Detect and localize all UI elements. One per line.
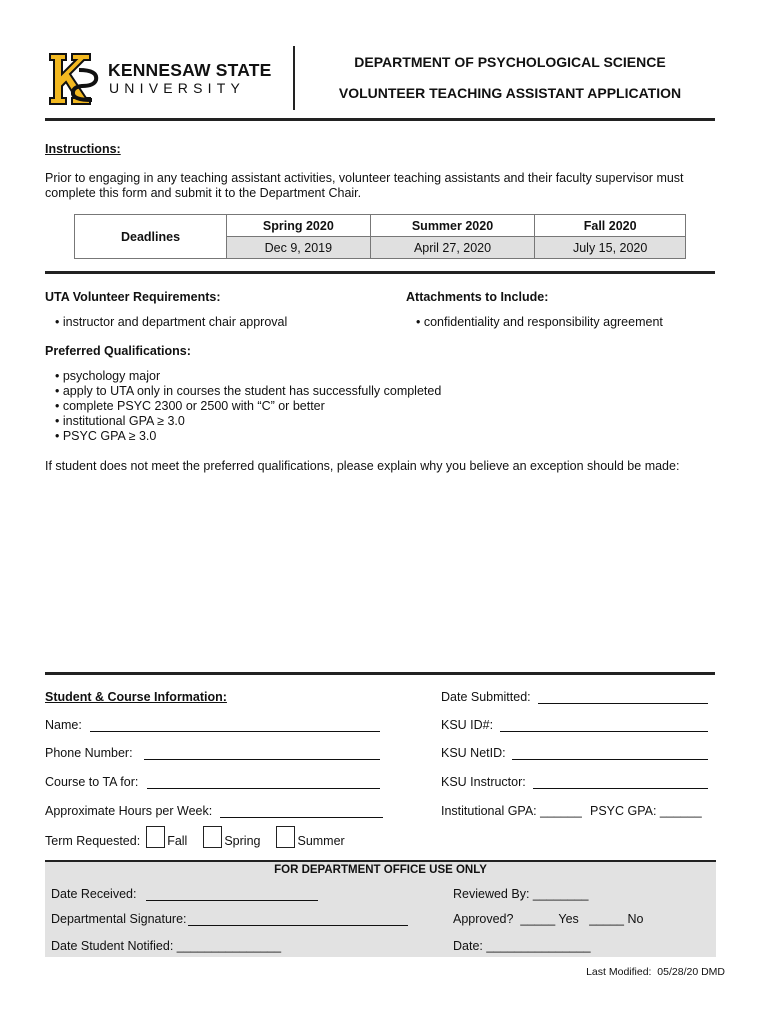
deadline-term: Summer 2020	[370, 215, 535, 237]
office-heading: FOR DEPARTMENT OFFICE USE ONLY	[274, 864, 487, 876]
exception-textarea[interactable]	[45, 478, 715, 668]
dept-signature-label: Departmental Signature:	[51, 912, 187, 926]
logo-line1: KENNESAW STATE	[108, 60, 272, 80]
instructions-line1: Prior to engaging in any teaching assistant activities, volunteer teaching assistants and their faculty supervisor must	[45, 171, 684, 185]
requirements-heading: UTA Volunteer Requirements:	[45, 290, 221, 304]
student-heading: Student & Course Information:	[45, 690, 227, 704]
list-item: • PSYC GPA ≥ 3.0	[55, 429, 157, 443]
office-date[interactable]: Date: _______________	[453, 939, 591, 953]
list-item: • psychology major	[55, 369, 161, 383]
course-label: Course to TA for:	[45, 775, 139, 789]
instructions-line2: complete this form and submit it to the Department Chair.	[45, 186, 362, 200]
deadlines-table	[74, 214, 686, 259]
deadline-date: July 15, 2020	[535, 237, 686, 259]
course-field[interactable]	[147, 788, 380, 789]
phone-label: Phone Number:	[45, 746, 133, 760]
term-requested	[45, 824, 345, 850]
header-rule	[45, 118, 715, 121]
term-summer-label: Summer	[297, 834, 345, 848]
list-item: • institutional GPA ≥ 3.0	[55, 414, 185, 428]
logo-line2: UNIVERSITY	[109, 80, 246, 96]
deadline-term: Fall 2020	[535, 215, 686, 237]
term-spring-checkbox[interactable]	[203, 826, 222, 848]
phone-field[interactable]	[144, 759, 380, 760]
instructor-field[interactable]	[533, 788, 708, 789]
attachments-item: • confidentiality and responsibility agreement	[416, 315, 663, 329]
dept-signature-field[interactable]	[188, 925, 408, 926]
qualifications-heading: Preferred Qualifications:	[45, 344, 191, 358]
date-received-field[interactable]	[146, 900, 318, 901]
list-item: • apply to UTA only in courses the student has successfully completed	[55, 384, 442, 398]
reviewed-by[interactable]: Reviewed By: ________	[453, 887, 589, 901]
student-rule	[45, 672, 715, 675]
form-title: VOLUNTEER TEACHING ASSISTANT APPLICATION	[338, 85, 682, 101]
instructor-label: KSU Instructor:	[441, 775, 526, 789]
ksu-logo	[46, 50, 276, 108]
deadline-date: April 27, 2020	[370, 237, 535, 259]
ksu-id-label: KSU ID#:	[441, 718, 494, 732]
ksu-id-field[interactable]	[500, 731, 708, 732]
attachments-heading: Attachments to Include:	[406, 290, 549, 304]
netid-label: KSU NetID:	[441, 746, 506, 760]
requirements-item: • instructor and department chair approval	[55, 315, 288, 329]
deadline-date: Dec 9, 2019	[227, 237, 371, 259]
hours-field[interactable]	[220, 817, 383, 818]
term-spring-label: Spring	[224, 834, 261, 848]
term-label: Term Requested:	[45, 834, 141, 848]
date-submitted-field[interactable]	[538, 703, 708, 704]
term-fall-label: Fall	[167, 834, 188, 848]
ksu-monogram-icon	[46, 50, 102, 108]
header-divider	[293, 46, 295, 110]
deadline-term: Spring 2020	[227, 215, 371, 237]
date-notified[interactable]: Date Student Notified: _______________	[51, 939, 282, 953]
date-received-label: Date Received:	[51, 887, 137, 901]
name-field[interactable]	[90, 731, 380, 732]
dept-title: DEPARTMENT OF PSYCHOLOGICAL SCIENCE	[354, 54, 666, 70]
exception-prompt: If student does not meet the preferred qualifications, please explain why you believe an exception should be made:	[45, 459, 680, 473]
netid-field[interactable]	[512, 759, 708, 760]
name-label: Name:	[45, 718, 82, 732]
gpa-psyc[interactable]: PSYC GPA: ______	[590, 804, 702, 818]
qualifications-list	[55, 369, 441, 444]
term-summer-checkbox[interactable]	[276, 826, 295, 848]
office-use-panel	[45, 860, 716, 957]
term-fall-checkbox[interactable]	[146, 826, 165, 848]
hours-label: Approximate Hours per Week:	[45, 804, 213, 818]
date-submitted-label: Date Submitted:	[441, 690, 531, 704]
deadlines-label: Deadlines	[75, 215, 227, 259]
section-rule	[45, 271, 715, 274]
list-item: • complete PSYC 2300 or 2500 with “C” or better	[55, 399, 325, 413]
gpa-institutional[interactable]: Institutional GPA: ______	[441, 804, 582, 818]
approved[interactable]: Approved? _____ Yes _____ No	[453, 912, 644, 926]
instructions-heading: Instructions:	[45, 142, 121, 156]
last-modified: Last Modified: 05/28/20 DMD	[586, 966, 725, 978]
